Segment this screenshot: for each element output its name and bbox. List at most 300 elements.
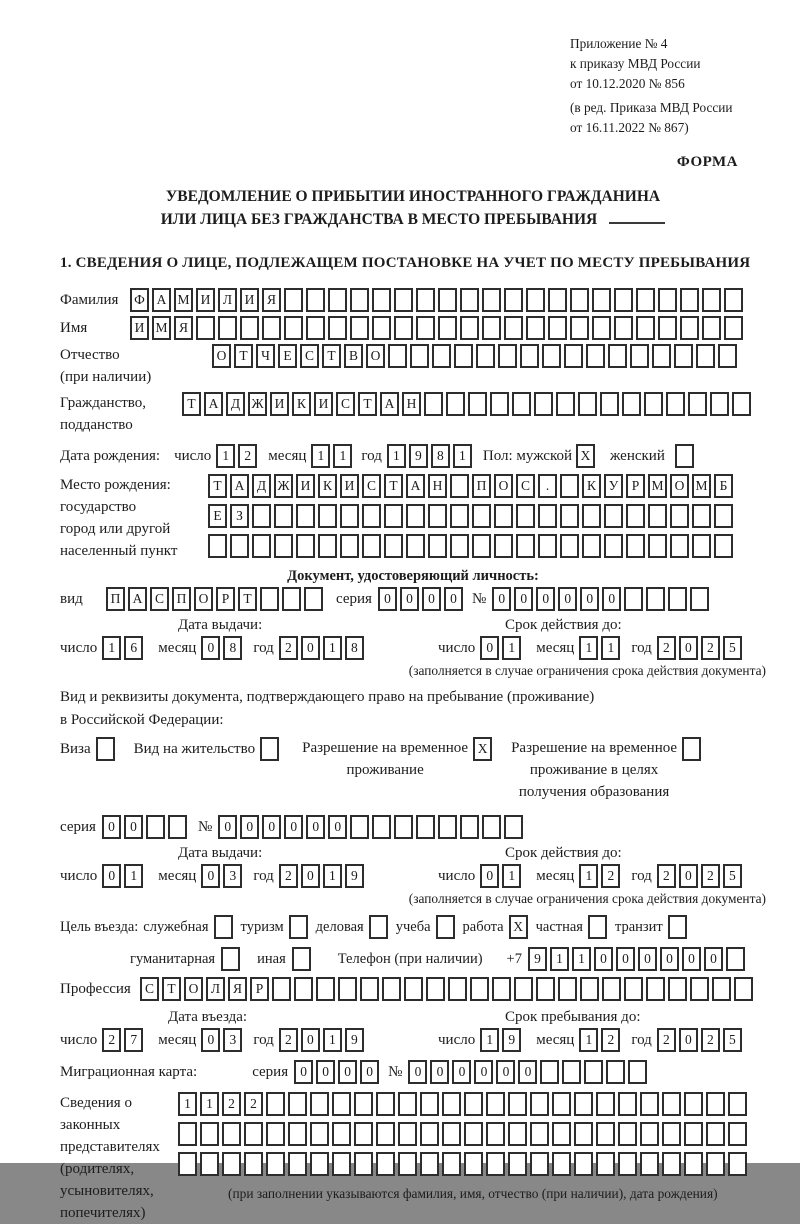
char-box[interactable] xyxy=(674,344,693,368)
char-box[interactable]: 1 xyxy=(216,444,235,468)
char-box[interactable]: 2 xyxy=(238,444,257,468)
char-box[interactable] xyxy=(618,1152,637,1176)
char-box[interactable]: 7 xyxy=(124,1028,143,1052)
char-box[interactable]: 2 xyxy=(701,864,720,888)
char-box[interactable] xyxy=(630,344,649,368)
char-box[interactable]: Е xyxy=(278,344,297,368)
char-box[interactable]: Е xyxy=(208,504,227,528)
char-box[interactable] xyxy=(666,392,685,416)
char-box[interactable]: 1 xyxy=(502,864,521,888)
char-box[interactable]: 1 xyxy=(323,636,342,660)
char-box[interactable] xyxy=(464,1092,483,1116)
char-box[interactable]: 0 xyxy=(240,815,259,839)
char-box[interactable]: Л xyxy=(218,288,237,312)
char-box[interactable] xyxy=(560,504,579,528)
char-box[interactable] xyxy=(582,504,601,528)
char-box[interactable] xyxy=(728,1152,747,1176)
char-box[interactable]: О xyxy=(184,977,203,1001)
char-box[interactable] xyxy=(260,587,279,611)
char-box[interactable]: М xyxy=(648,474,667,498)
char-box[interactable] xyxy=(289,915,308,939)
char-box[interactable]: 1 xyxy=(323,864,342,888)
char-box[interactable] xyxy=(274,504,293,528)
char-box[interactable]: 0 xyxy=(602,587,621,611)
char-box[interactable] xyxy=(512,392,531,416)
char-box[interactable] xyxy=(362,504,381,528)
char-box[interactable]: Я xyxy=(174,316,193,340)
char-box[interactable] xyxy=(416,316,435,340)
char-box[interactable] xyxy=(438,316,457,340)
char-box[interactable] xyxy=(406,504,425,528)
char-box[interactable] xyxy=(608,344,627,368)
char-box[interactable] xyxy=(448,977,467,1001)
char-box[interactable] xyxy=(486,1152,505,1176)
char-box[interactable] xyxy=(252,534,271,558)
char-box[interactable] xyxy=(724,316,743,340)
char-box[interactable]: 5 xyxy=(723,864,742,888)
char-box[interactable] xyxy=(376,1152,395,1176)
char-box[interactable]: М xyxy=(174,288,193,312)
char-box[interactable]: Т xyxy=(162,977,181,1001)
char-box[interactable] xyxy=(682,737,701,761)
char-box[interactable]: 0 xyxy=(638,947,657,971)
char-box[interactable]: М xyxy=(692,474,711,498)
char-box[interactable] xyxy=(442,1092,461,1116)
char-box[interactable]: Д xyxy=(252,474,271,498)
char-box[interactable] xyxy=(318,504,337,528)
char-box[interactable]: 0 xyxy=(679,636,698,660)
char-box[interactable] xyxy=(602,977,621,1001)
char-box[interactable]: 0 xyxy=(201,636,220,660)
char-box[interactable] xyxy=(684,1152,703,1176)
char-box[interactable]: 2 xyxy=(279,864,298,888)
char-box[interactable] xyxy=(618,1092,637,1116)
char-box[interactable]: 0 xyxy=(474,1060,493,1084)
char-box[interactable]: 1 xyxy=(579,636,598,660)
char-box[interactable]: 0 xyxy=(682,947,701,971)
char-box[interactable]: М xyxy=(152,316,171,340)
char-box[interactable] xyxy=(272,977,291,1001)
char-box[interactable]: 3 xyxy=(223,864,242,888)
char-box[interactable] xyxy=(96,737,115,761)
char-box[interactable] xyxy=(354,1152,373,1176)
char-box[interactable]: Т xyxy=(234,344,253,368)
char-box[interactable] xyxy=(340,534,359,558)
char-box[interactable]: 1 xyxy=(550,947,569,971)
char-box[interactable] xyxy=(464,1122,483,1146)
char-box[interactable] xyxy=(534,392,553,416)
char-box[interactable] xyxy=(600,392,619,416)
char-box[interactable]: 9 xyxy=(528,947,547,971)
char-box[interactable]: Д xyxy=(226,392,245,416)
char-box[interactable] xyxy=(658,288,677,312)
char-box[interactable] xyxy=(604,534,623,558)
char-box[interactable] xyxy=(310,1152,329,1176)
char-box[interactable] xyxy=(354,1122,373,1146)
char-box[interactable]: 0 xyxy=(480,864,499,888)
char-box[interactable] xyxy=(494,534,513,558)
char-box[interactable] xyxy=(526,288,545,312)
char-box[interactable]: О xyxy=(194,587,213,611)
char-box[interactable]: 2 xyxy=(601,864,620,888)
char-box[interactable] xyxy=(560,534,579,558)
char-box[interactable] xyxy=(516,534,535,558)
char-box[interactable] xyxy=(706,1092,725,1116)
char-box[interactable]: 2 xyxy=(244,1092,263,1116)
char-box[interactable] xyxy=(200,1152,219,1176)
char-box[interactable]: Я xyxy=(262,288,281,312)
char-box[interactable] xyxy=(420,1092,439,1116)
char-box[interactable] xyxy=(450,474,469,498)
char-box[interactable] xyxy=(472,504,491,528)
char-box[interactable]: Л xyxy=(206,977,225,1001)
char-box[interactable]: П xyxy=(172,587,191,611)
char-box[interactable]: С xyxy=(516,474,535,498)
char-box[interactable] xyxy=(252,504,271,528)
char-box[interactable] xyxy=(382,977,401,1001)
char-box[interactable]: Ф xyxy=(130,288,149,312)
char-box[interactable] xyxy=(200,1122,219,1146)
char-box[interactable] xyxy=(168,815,187,839)
char-box[interactable] xyxy=(646,587,665,611)
char-box[interactable]: X xyxy=(576,444,595,468)
char-box[interactable] xyxy=(464,1152,483,1176)
char-box[interactable] xyxy=(614,288,633,312)
char-box[interactable] xyxy=(304,587,323,611)
char-box[interactable]: 0 xyxy=(660,947,679,971)
char-box[interactable]: 6 xyxy=(124,636,143,660)
char-box[interactable]: 5 xyxy=(723,636,742,660)
char-box[interactable]: 0 xyxy=(301,636,320,660)
char-box[interactable] xyxy=(540,1060,559,1084)
char-box[interactable]: . xyxy=(538,474,557,498)
char-box[interactable]: 2 xyxy=(701,1028,720,1052)
char-box[interactable] xyxy=(274,534,293,558)
char-box[interactable] xyxy=(460,815,479,839)
char-box[interactable]: 0 xyxy=(594,947,613,971)
char-box[interactable] xyxy=(432,344,451,368)
char-box[interactable] xyxy=(574,1092,593,1116)
char-box[interactable] xyxy=(644,392,663,416)
char-box[interactable] xyxy=(284,288,303,312)
char-box[interactable] xyxy=(604,504,623,528)
char-box[interactable]: 0 xyxy=(444,587,463,611)
char-box[interactable]: 0 xyxy=(102,815,121,839)
char-box[interactable] xyxy=(426,977,445,1001)
char-box[interactable] xyxy=(350,316,369,340)
char-box[interactable] xyxy=(702,288,721,312)
char-box[interactable]: С xyxy=(150,587,169,611)
char-box[interactable]: 3 xyxy=(223,1028,242,1052)
char-box[interactable]: 0 xyxy=(496,1060,515,1084)
char-box[interactable]: И xyxy=(240,288,259,312)
char-box[interactable]: 8 xyxy=(345,636,364,660)
char-box[interactable]: 9 xyxy=(502,1028,521,1052)
char-box[interactable] xyxy=(582,534,601,558)
char-box[interactable] xyxy=(690,587,709,611)
char-box[interactable]: Н xyxy=(428,474,447,498)
char-box[interactable] xyxy=(416,288,435,312)
char-box[interactable]: И xyxy=(270,392,289,416)
char-box[interactable] xyxy=(734,977,753,1001)
char-box[interactable] xyxy=(618,1122,637,1146)
char-box[interactable] xyxy=(680,316,699,340)
char-box[interactable] xyxy=(306,288,325,312)
char-box[interactable] xyxy=(420,1152,439,1176)
char-box[interactable]: И xyxy=(196,288,215,312)
char-box[interactable] xyxy=(646,977,665,1001)
char-box[interactable]: Т xyxy=(238,587,257,611)
char-box[interactable]: 0 xyxy=(400,587,419,611)
char-box[interactable]: 5 xyxy=(723,1028,742,1052)
char-box[interactable] xyxy=(244,1122,263,1146)
char-box[interactable] xyxy=(542,344,561,368)
char-box[interactable]: К xyxy=(318,474,337,498)
char-box[interactable] xyxy=(424,392,443,416)
char-box[interactable]: 0 xyxy=(408,1060,427,1084)
char-box[interactable]: 0 xyxy=(422,587,441,611)
char-box[interactable]: Т xyxy=(322,344,341,368)
char-box[interactable] xyxy=(714,534,733,558)
char-box[interactable] xyxy=(454,344,473,368)
char-box[interactable] xyxy=(266,1152,285,1176)
char-box[interactable] xyxy=(668,915,687,939)
char-box[interactable] xyxy=(670,534,689,558)
char-box[interactable] xyxy=(350,288,369,312)
char-box[interactable]: 0 xyxy=(201,864,220,888)
char-box[interactable] xyxy=(438,288,457,312)
char-box[interactable]: Н xyxy=(402,392,421,416)
char-box[interactable] xyxy=(482,288,501,312)
char-box[interactable] xyxy=(310,1092,329,1116)
char-box[interactable] xyxy=(675,444,694,468)
char-box[interactable] xyxy=(530,1152,549,1176)
char-box[interactable] xyxy=(726,947,745,971)
char-box[interactable] xyxy=(514,977,533,1001)
char-box[interactable] xyxy=(552,1092,571,1116)
char-box[interactable]: 2 xyxy=(657,1028,676,1052)
char-box[interactable] xyxy=(288,1152,307,1176)
char-box[interactable] xyxy=(548,288,567,312)
char-box[interactable] xyxy=(596,1092,615,1116)
char-box[interactable]: С xyxy=(362,474,381,498)
char-box[interactable] xyxy=(394,316,413,340)
char-box[interactable] xyxy=(626,534,645,558)
char-box[interactable] xyxy=(596,1152,615,1176)
char-box[interactable]: 0 xyxy=(262,815,281,839)
char-box[interactable]: П xyxy=(472,474,491,498)
char-box[interactable] xyxy=(146,815,165,839)
char-box[interactable] xyxy=(388,344,407,368)
char-box[interactable] xyxy=(372,316,391,340)
char-box[interactable] xyxy=(706,1152,725,1176)
char-box[interactable]: З xyxy=(230,504,249,528)
char-box[interactable]: О xyxy=(670,474,689,498)
char-box[interactable] xyxy=(508,1092,527,1116)
char-box[interactable] xyxy=(662,1152,681,1176)
char-box[interactable] xyxy=(306,316,325,340)
char-box[interactable] xyxy=(592,316,611,340)
char-box[interactable] xyxy=(596,1122,615,1146)
char-box[interactable] xyxy=(552,1152,571,1176)
char-box[interactable] xyxy=(288,1122,307,1146)
char-box[interactable] xyxy=(702,316,721,340)
char-box[interactable] xyxy=(538,534,557,558)
char-box[interactable] xyxy=(588,915,607,939)
char-box[interactable] xyxy=(222,1122,241,1146)
char-box[interactable] xyxy=(404,977,423,1001)
char-box[interactable]: Р xyxy=(250,977,269,1001)
char-box[interactable] xyxy=(240,316,259,340)
char-box[interactable] xyxy=(494,504,513,528)
char-box[interactable] xyxy=(536,977,555,1001)
char-box[interactable] xyxy=(208,534,227,558)
char-box[interactable] xyxy=(332,1092,351,1116)
char-box[interactable]: П xyxy=(106,587,125,611)
char-box[interactable] xyxy=(706,1122,725,1146)
char-box[interactable] xyxy=(296,534,315,558)
char-box[interactable] xyxy=(636,316,655,340)
char-box[interactable] xyxy=(406,534,425,558)
char-box[interactable]: Я xyxy=(228,977,247,1001)
char-box[interactable] xyxy=(384,504,403,528)
char-box[interactable] xyxy=(328,316,347,340)
char-box[interactable]: Т xyxy=(358,392,377,416)
char-box[interactable] xyxy=(508,1122,527,1146)
char-box[interactable] xyxy=(490,392,509,416)
char-box[interactable] xyxy=(526,316,545,340)
char-box[interactable] xyxy=(398,1152,417,1176)
char-box[interactable] xyxy=(640,1092,659,1116)
char-box[interactable]: 1 xyxy=(102,636,121,660)
char-box[interactable]: 9 xyxy=(345,1028,364,1052)
char-box[interactable] xyxy=(442,1122,461,1146)
char-box[interactable] xyxy=(376,1122,395,1146)
char-box[interactable] xyxy=(684,1092,703,1116)
char-box[interactable] xyxy=(624,587,643,611)
char-box[interactable]: 8 xyxy=(223,636,242,660)
char-box[interactable] xyxy=(486,1092,505,1116)
char-box[interactable] xyxy=(570,316,589,340)
char-box[interactable]: 0 xyxy=(430,1060,449,1084)
char-box[interactable] xyxy=(450,534,469,558)
char-box[interactable]: Т xyxy=(384,474,403,498)
char-box[interactable]: К xyxy=(292,392,311,416)
char-box[interactable] xyxy=(680,288,699,312)
char-box[interactable] xyxy=(628,1060,647,1084)
char-box[interactable] xyxy=(648,534,667,558)
char-box[interactable] xyxy=(482,316,501,340)
char-box[interactable]: 0 xyxy=(328,815,347,839)
char-box[interactable]: 2 xyxy=(279,1028,298,1052)
char-box[interactable] xyxy=(552,1122,571,1146)
char-box[interactable]: 2 xyxy=(222,1092,241,1116)
char-box[interactable] xyxy=(362,534,381,558)
char-box[interactable]: 2 xyxy=(657,864,676,888)
char-box[interactable] xyxy=(360,977,379,1001)
char-box[interactable] xyxy=(668,587,687,611)
char-box[interactable]: 2 xyxy=(701,636,720,660)
char-box[interactable] xyxy=(530,1092,549,1116)
char-box[interactable]: А xyxy=(128,587,147,611)
char-box[interactable] xyxy=(218,316,237,340)
char-box[interactable]: А xyxy=(152,288,171,312)
char-box[interactable] xyxy=(658,316,677,340)
char-box[interactable]: 0 xyxy=(518,1060,537,1084)
char-box[interactable] xyxy=(288,1092,307,1116)
char-box[interactable]: 0 xyxy=(360,1060,379,1084)
char-box[interactable]: С xyxy=(140,977,159,1001)
char-box[interactable]: 2 xyxy=(601,1028,620,1052)
char-box[interactable] xyxy=(718,344,737,368)
char-box[interactable]: 0 xyxy=(284,815,303,839)
char-box[interactable] xyxy=(652,344,671,368)
char-box[interactable]: 0 xyxy=(558,587,577,611)
char-box[interactable] xyxy=(472,534,491,558)
char-box[interactable]: 0 xyxy=(580,587,599,611)
char-box[interactable]: Ж xyxy=(248,392,267,416)
char-box[interactable]: О xyxy=(494,474,513,498)
char-box[interactable]: А xyxy=(230,474,249,498)
char-box[interactable] xyxy=(450,504,469,528)
char-box[interactable] xyxy=(508,1152,527,1176)
char-box[interactable] xyxy=(574,1152,593,1176)
char-box[interactable]: 1 xyxy=(601,636,620,660)
char-box[interactable] xyxy=(688,392,707,416)
char-box[interactable]: 2 xyxy=(102,1028,121,1052)
char-box[interactable] xyxy=(556,392,575,416)
char-box[interactable] xyxy=(372,815,391,839)
char-box[interactable] xyxy=(504,815,523,839)
char-box[interactable] xyxy=(338,977,357,1001)
char-box[interactable]: 0 xyxy=(306,815,325,839)
char-box[interactable]: 1 xyxy=(387,444,406,468)
char-box[interactable] xyxy=(520,344,539,368)
char-box[interactable]: А xyxy=(406,474,425,498)
char-box[interactable] xyxy=(476,344,495,368)
char-box[interactable] xyxy=(574,1122,593,1146)
char-box[interactable] xyxy=(178,1122,197,1146)
char-box[interactable] xyxy=(428,534,447,558)
char-box[interactable] xyxy=(376,1092,395,1116)
char-box[interactable] xyxy=(614,316,633,340)
char-box[interactable]: 9 xyxy=(409,444,428,468)
char-box[interactable]: 1 xyxy=(572,947,591,971)
char-box[interactable] xyxy=(438,815,457,839)
char-box[interactable] xyxy=(398,1122,417,1146)
char-box[interactable] xyxy=(196,316,215,340)
char-box[interactable] xyxy=(384,534,403,558)
char-box[interactable]: 0 xyxy=(316,1060,335,1084)
char-box[interactable] xyxy=(428,504,447,528)
char-box[interactable] xyxy=(492,977,511,1001)
char-box[interactable] xyxy=(560,474,579,498)
char-box[interactable]: Ч xyxy=(256,344,275,368)
char-box[interactable] xyxy=(372,288,391,312)
char-box[interactable]: 0 xyxy=(124,815,143,839)
char-box[interactable] xyxy=(710,392,729,416)
char-box[interactable]: Ж xyxy=(274,474,293,498)
char-box[interactable] xyxy=(732,392,751,416)
char-box[interactable] xyxy=(214,915,233,939)
char-box[interactable] xyxy=(282,587,301,611)
char-box[interactable] xyxy=(230,534,249,558)
char-box[interactable] xyxy=(292,947,311,971)
char-box[interactable]: 0 xyxy=(616,947,635,971)
char-box[interactable]: 0 xyxy=(480,636,499,660)
char-box[interactable] xyxy=(670,504,689,528)
char-box[interactable] xyxy=(562,1060,581,1084)
